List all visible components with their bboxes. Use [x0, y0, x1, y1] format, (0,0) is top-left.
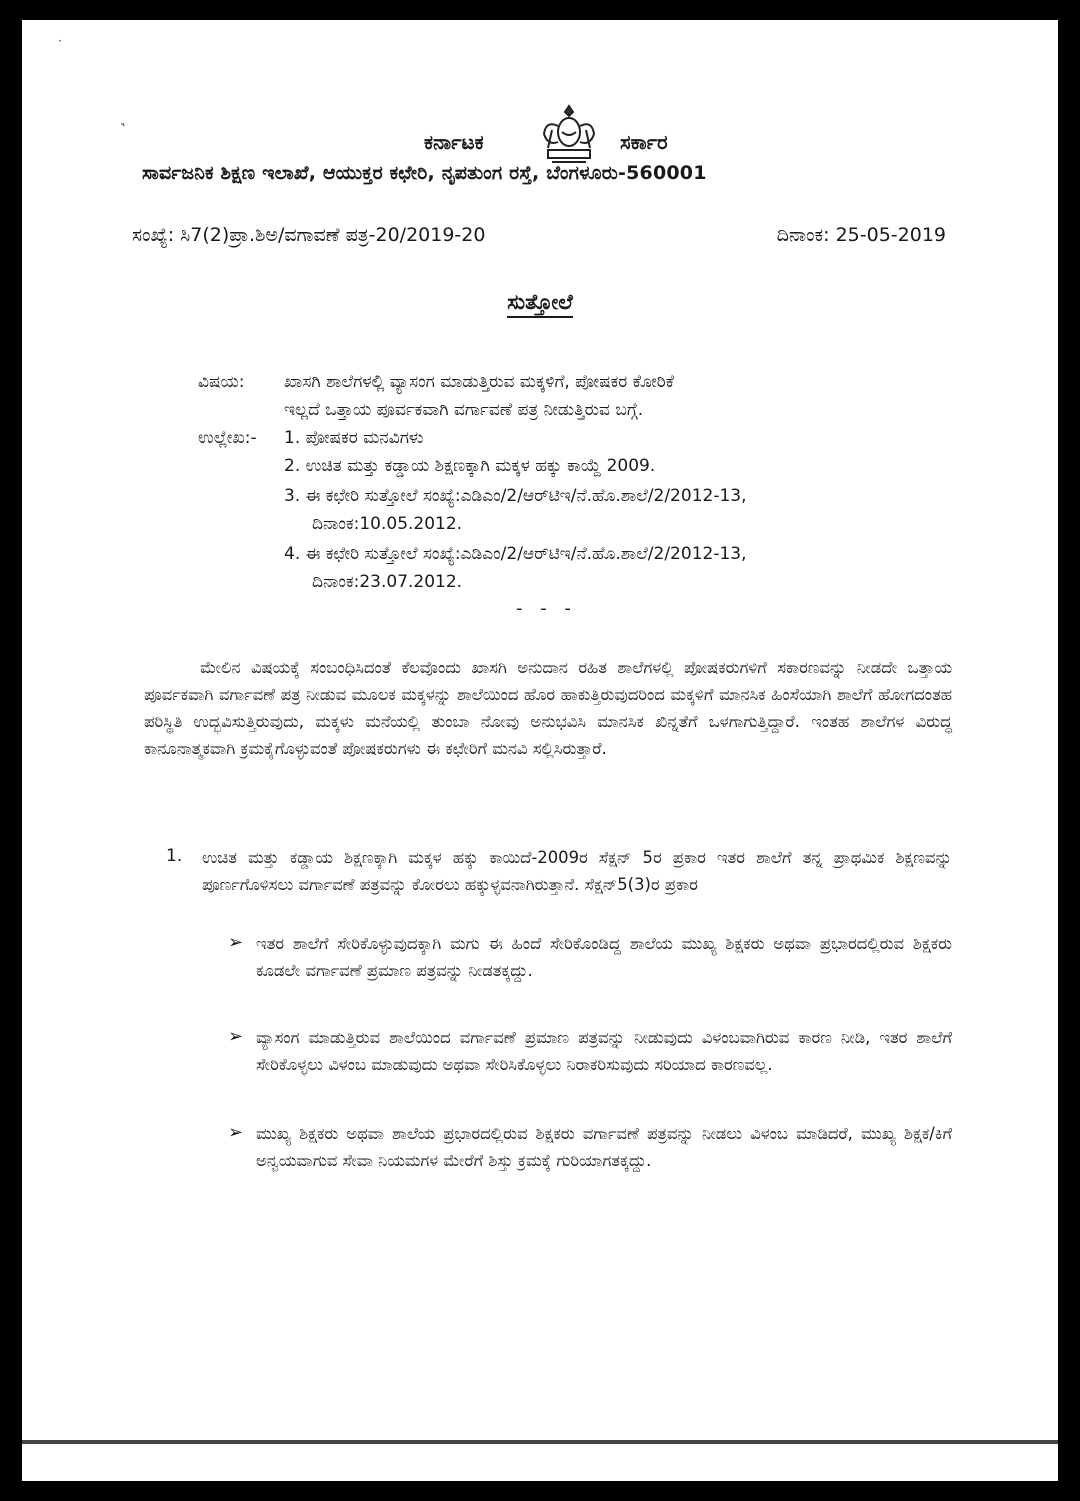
- scan-speck: ·: [58, 34, 62, 48]
- point-1-number: 1.: [166, 846, 183, 866]
- reference-item-4: 4. ಈ ಕಛೇರಿ ಸುತ್ತೋಲೆ ಸಂಖ್ಯೆ:ಎಡಿಎಂ/2/ಆರ್‌ಟಿಇ/ನೆ.ಹೊ.ಶಾಲೆ/2/2012-13,: [284, 544, 747, 564]
- reference-item-3-date: ದಿನಾಂಕ:10.05.2012.: [312, 514, 463, 534]
- bullet-arrow-icon: ➢: [228, 1122, 244, 1143]
- point-1-text: ಉಚಿತ ಮತ್ತು ಕಡ್ಡಾಯ ಶಿಕ್ಷಣಕ್ಕಾಗಿ ಮಕ್ಕಳ ಹಕ್ಕು ಕಾಯಿದೆ-2009ರ ಸೆಕ್ಷನ್ 5ರ ಪ್ರಕಾರ ಇತರ ಶಾಲೆಗೆ ತನ್ನ ಪ್ರಾಥಮಿಕ ಶಿಕ್ಷಣವನ್ನು ಪೂರ್ಣಗೊಳಿಸಲು ವರ್ಗಾವಣೆ ಪತ್ರವನ್ನು ಕೋರಲು ಹಕ್ಕುಳ್ಳವನಾಗಿರುತ್ತಾನೆ. ಸೆಕ್ಷನ್5(3)ರ ಪ್ರಕಾರ: [202, 848, 952, 894]
- references-label: ಉಲ್ಲೇಖ:-: [198, 428, 257, 448]
- subject-label: ವಿಷಯ:: [198, 372, 245, 392]
- karnataka-emblem-icon: [538, 102, 600, 168]
- bullet-item-1: ಇತರ ಶಾಲೆಗೆ ಸೇರಿಕೊಳ್ಳುವುದಕ್ಕಾಗಿ ಮಗು ಈ ಹಿಂದೆ ಸೇರಿಕೊಂಡಿದ್ದ ಶಾಲೆಯ ಮುಖ್ಯ ಶಿಕ್ಷಕರು ಅಥವಾ ಪ್ರಭಾರದಲ್ಲಿರುವ ಶಿಕ್ಷಕರು ಕೂಡಲೇ ವರ್ಗಾವಣೆ ಪ್ರಮಾಣ ಪತ್ರವನ್ನು ನೀಡತಕ್ಕದ್ದು.: [256, 934, 952, 980]
- separator: - - -: [516, 598, 577, 619]
- reference-number: ಸಂಖ್ಯೆ: ಸಿ7(2)ಪ್ರಾ.ಶಿಅ/ವಗಾವಣೆ ಪತ್ರ-20/2019-20: [132, 224, 486, 246]
- bullet-item-2: ವ್ಯಾಸಂಗ ಮಾಡುತ್ತಿರುವ ಶಾಲೆಯಿಂದ ವರ್ಗಾವಣೆ ಪ್ರಮಾಣ ಪತ್ರವನ್ನು ನೀಡುವುದು ವಿಳಂಬವಾಗಿರುವ ಕಾರಣ ನೀಡಿ, ಇತರ ಶಾಲೆಗೆ ಸೇರಿಕೊಳ್ಳಲು ವಿಳಂಬ ಮಾಡುವುದು ಅಥವಾ ಸೇರಿಸಿಕೊಳ್ಳಲು ನಿರಾಕರಿಸುವುದು ಸರಿಯಾದ ಕಾರಣವಲ್ಲ.: [256, 1028, 952, 1074]
- subject-line-2: ಇಲ್ಲದೆ ಒತ್ತಾಯ ಪೂರ್ವಕವಾಗಿ ವರ್ಗಾವಣೆ ಪತ್ರ ನೀಡುತ್ತಿರುವ ಬಗ್ಗೆ.: [284, 400, 644, 420]
- reference-item-2: 2. ಉಚಿತ ಮತ್ತು ಕಡ್ಡಾಯ ಶಿಕ್ಷಣಕ್ಕಾಗಿ ಮಕ್ಕಳ ಹಕ್ಕು ಕಾಯ್ದೆ 2009.: [284, 456, 656, 476]
- title-text: ಸುತ್ತೋಲೆ: [507, 290, 572, 318]
- bullet-item-3: ಮುಖ್ಯ ಶಿಕ್ಷಕರು ಅಥವಾ ಶಾಲೆಯ ಪ್ರಭಾರದಲ್ಲಿರುವ ಶಿಕ್ಷಕರು ವರ್ಗಾವಣೆ ಪತ್ರವನ್ನು ನೀಡಲು ವಿಳಂಬ ಮಾಡಿದರೆ, ಮುಖ್ಯ ಶಿಕ್ಷಕ/ಕಿಗೆ ಅನ್ವಯವಾಗುವ ಸೇವಾ ನಿಯಮಗಳ ಮೇರೆಗೆ ಶಿಸ್ತು ಕ್ರಮಕ್ಕೆ ಗುರಿಯಾಗತಕ್ಕದ್ದು.: [256, 1124, 952, 1170]
- header-state-left: ಕರ್ನಾಟಕ: [424, 130, 484, 154]
- scan-mark: ˺: [120, 120, 126, 139]
- department-address: ಸಾರ್ವಜನಿಕ ಶಿಕ್ಷಣ ಇಲಾಖೆ, ಆಯುಕ್ತರ ಕಛೇರಿ, ನೃಪತುಂಗ ರಸ್ತೆ, ಬೆಂಗಳೂರು-560001: [142, 162, 707, 184]
- document-page: [22, 20, 1058, 1481]
- reference-item-3: 3. ಈ ಕಛೇರಿ ಸುತ್ತೋಲೆ ಸಂಖ್ಯೆ:ಎಡಿಎಂ/2/ಆರ್‌ಟಿಇ/ನೆ.ಹೊ.ಶಾಲೆ/2/2012-13,: [284, 486, 747, 506]
- page-title: [22, 290, 1058, 315]
- bottom-divider: [22, 1440, 1058, 1444]
- intro-paragraph: ಮೇಲಿನ ವಿಷಯಕ್ಕೆ ಸಂಬಂಧಿಸಿದಂತೆ ಕೆಲವೊಂದು ಖಾಸಗಿ ಅನುದಾನ ರಹಿತ ಶಾಲೆಗಳಲ್ಲಿ ಪೋಷಕರುಗಳಿಗೆ ಸಕಾರಣವನ್ನು ನೀಡದೇ ಒತ್ತಾಯ ಪೂರ್ವಕವಾಗಿ ವರ್ಗಾವಣೆ ಪತ್ರ ನೀಡುವ ಮೂಲಕ ಮಕ್ಕಳನ್ನು ಶಾಲೆಯಿಂದ ಹೊರ ಹಾಕುತ್ತಿರುವುದರಿಂದ ಮಕ್ಕಳಿಗೆ ಮಾನಸಿಕ ಹಿಂಸೆಯಾಗಿ ಶಾಲೆಗೆ ಹೋಗದಂತಹ ಪರಿಸ್ಥಿತಿ ಉದ್ಭವಿಸುತ್ತಿರುವುದು, ಮಕ್ಕಳು ಮನೆಯಲ್ಲಿ ತುಂಬಾ ನೋವು ಅನುಭವಿಸಿ ಮಾನಸಿಕ ಖಿನ್ನತೆಗೆ ಒಳಗಾಗುತ್ತಿದ್ದಾರೆ. ಇಂತಹ ಶಾಲೆಗಳ ವಿರುದ್ಧ ಕಾನೂನಾತ್ಮಕವಾಗಿ ಕ್ರಮಕೈಗೊಳ್ಳುವಂತೆ ಪೋಷಕರುಗಳು ಈ ಕಛೇರಿಗೆ ಮನವಿ ಸಲ್ಲಿಸಿರುತ್ತಾರೆ.: [144, 658, 952, 758]
- reference-item-4-date: ದಿನಾಂಕ:23.07.2012.: [312, 572, 463, 592]
- reference-item-1: 1. ಪೋಷಕರ ಮನವಿಗಳು: [284, 428, 424, 448]
- reference-date: ದಿನಾಂಕ: 25-05-2019: [776, 224, 946, 246]
- subject-line-1: ಖಾಸಗಿ ಶಾಲೆಗಳಲ್ಲಿ ವ್ಯಾಸಂಗ ಮಾಡುತ್ತಿರುವ ಮಕ್ಕಳಿಗೆ, ಪೋಷಕರ ಕೋರಿಕೆ: [284, 372, 675, 392]
- header-state-right: ಸರ್ಕಾರ: [620, 130, 668, 154]
- bullet-arrow-icon: ➢: [228, 932, 244, 953]
- bullet-arrow-icon: ➢: [228, 1026, 244, 1047]
